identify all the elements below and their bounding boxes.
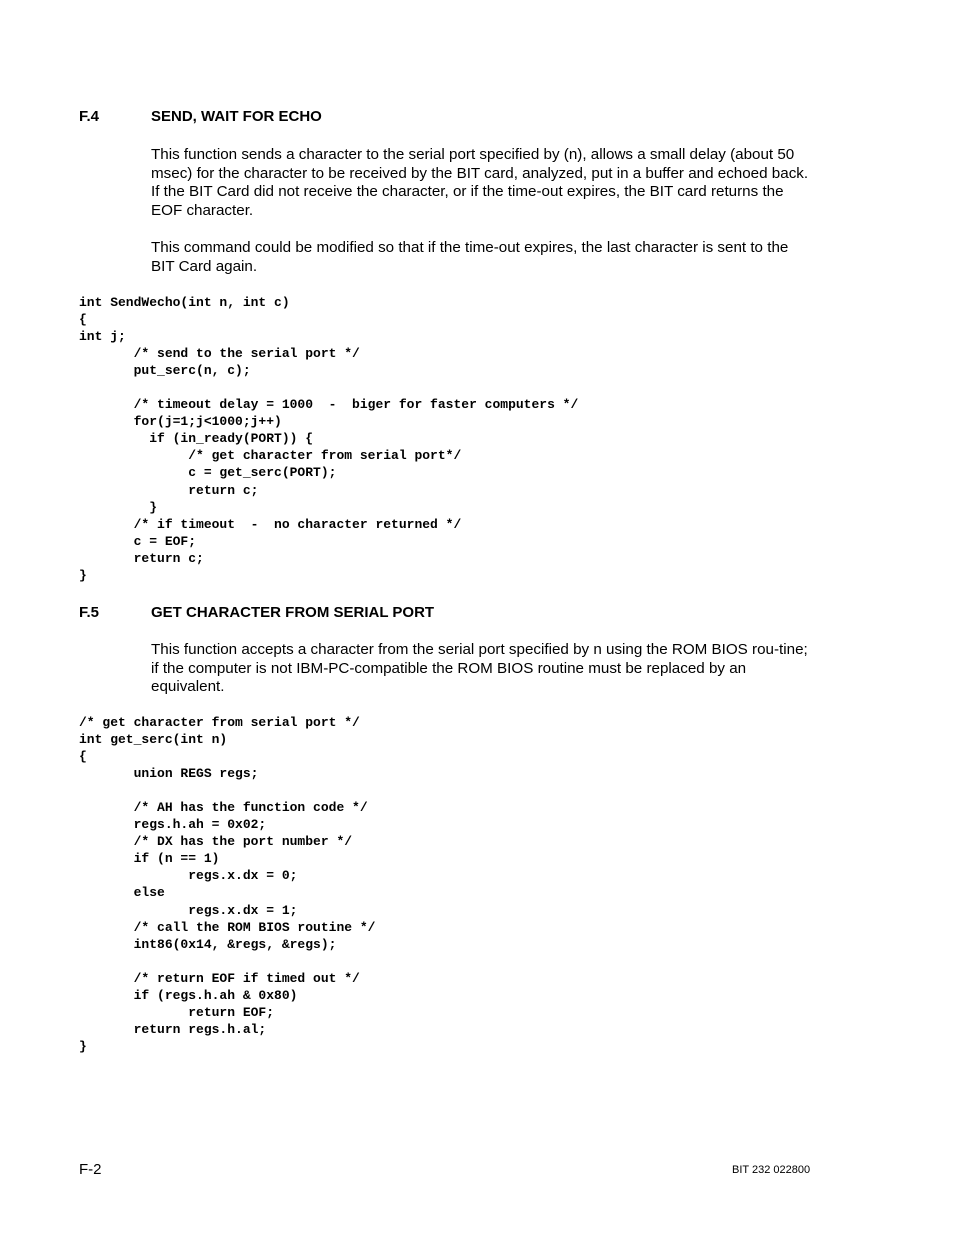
- section-heading-f4: [79, 108, 322, 125]
- code-block-sendwecho: int SendWecho(int n, int c) { int j; /* send to the serial port */ put_serc(n, c); /* timeout delay = 1000 - biger for faster computers */ for(j=1;j<1000;j++) if (in_ready(PORT)) { /* get character from serial port*/ c = get_serc(PORT); return c; } /* if timeout - no character returned */ c = EOF; return c; }: [79, 295, 579, 583]
- page-number: F-2: [79, 1161, 102, 1178]
- section-title: SEND, WAIT FOR ECHO: [151, 108, 322, 125]
- section-heading-f5: [79, 604, 434, 621]
- paragraph: This command could be modified so that if the time-out expires, the last character is sent to the BIT Card again.: [151, 239, 789, 275]
- section-number: F.5: [79, 604, 100, 621]
- paragraph: This function accepts a character from the serial port specified by n using the ROM BIOS rou-tine; if the computer is not IBM-PC-compatible the ROM BIOS routine must be replaced by an equivalent.: [151, 641, 808, 696]
- document-id: BIT 232 022800: [732, 1164, 811, 1176]
- section-title: GET CHARACTER FROM SERIAL PORT: [151, 604, 435, 621]
- section-number: F.4: [79, 108, 100, 125]
- paragraph: This function sends a character to the serial port specified by (n), allows a small delay (about 50 msec) for the character to be received by the BIT card, analyzed, put in a buffer and echoed back. If the BIT Card did not receive the character, or if the time-out expires, the BIT card returns the EOF character.: [151, 146, 809, 219]
- code-block-get-serc: /* get character from serial port */ int get_serc(int n) { union REGS regs; /* AH has the function code */ regs.h.ah = 0x02; /* DX has the port number */ if (n == 1) regs.x.dx = 0; else regs.x.dx = 1; /* call the ROM BIOS routine */ int86(0x14, &regs, &regs); /* return EOF if timed out */ if (regs.h.ah & 0x80) return EOF; return regs.h.al; }: [79, 715, 376, 1054]
